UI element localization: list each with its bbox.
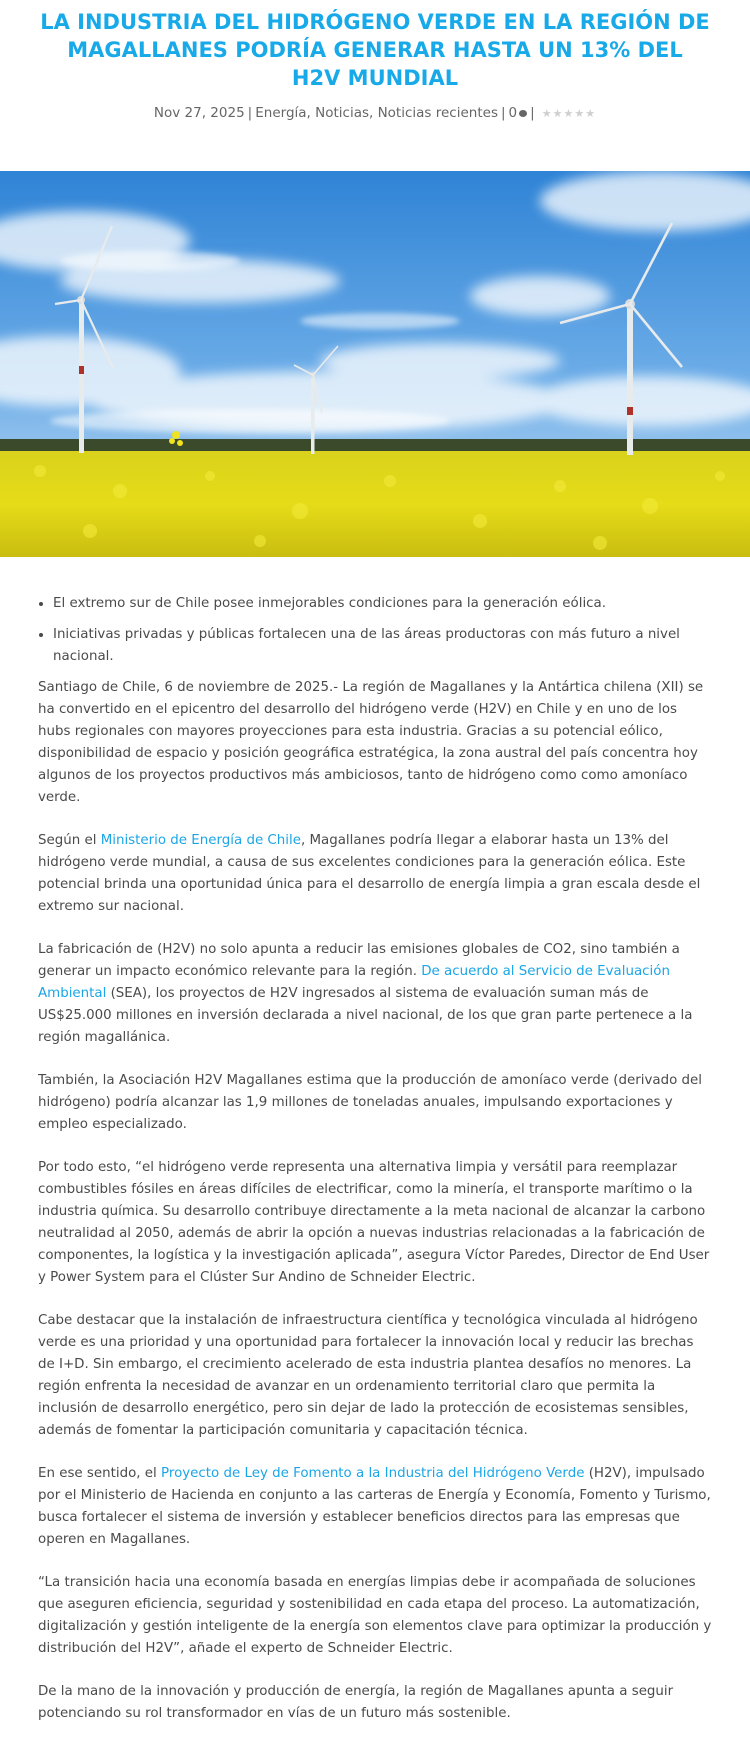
list-item: • Iniciativas privadas y públicas fortalecen una de las áreas productoras con más futuro a nivel nacional. (53, 624, 712, 668)
post-date: Nov 27, 2025 (153, 105, 245, 121)
ministerio-energia-link[interactable]: Ministerio de Energía de Chile (100, 833, 301, 848)
article-header (0, 0, 750, 124)
star-icon: ★ (563, 107, 575, 120)
paragraph: La fabricación de (H2V) no solo apunta a reducir las emisiones globales de CO2, sino también a generar un impacto económico relevante para la región. De acuerdo al Servicio de Evaluación Ambiental (SEA), los proyectos de H2V ingresados al sistema de evaluación suman más de US$25.000 millones en inversión declarada a nivel nacional, de los que gran parte pertenece a la región magallánica. (38, 942, 693, 1045)
sea-link[interactable]: De acuerdo al Servicio de Evaluación Ambiental (38, 964, 670, 1001)
list-item: • El extremo sur de Chile posee inmejorables condiciones para la generación eólica. (53, 593, 712, 615)
comment-icon (519, 110, 527, 117)
paragraph: También, la Asociación H2V Magallanes estima que la producción de amoníaco verde (derivado del hidrógeno) podría alcanzar las 1,9 millones de toneladas anuales, impulsando exportaciones y empleo especializado. (38, 1073, 703, 1132)
paragraph: Santiago de Chile, 6 de noviembre de 2025.- La región de Magallanes y la Antártica chilena (XII) se ha convertido en el epicentro del desarrollo del hidrógeno verde (H2V) en Chile y en uno de los hubs regionales con mayores proyecciones para esta industria. Gracias a su potencial eólico, disponibilidad de espacio y posición geográfica estratégica, la zona austral del país concentra hoy algunos de los proyectos productivos más ambiciosos, tanto de hidrógeno como como amoníaco verde. (38, 680, 704, 805)
paragraph: Por todo esto, “el hidrógeno verde representa una alternativa limpia y versátil para reemplazar combustibles fósiles en áreas difíciles de electrificar, como la minería, el transporte marítimo o la industria química. Su desarrollo contribuye directamente a la meta nacional de alcanzar la carbono neutralidad al 2050, además de abrir la opción a nuevas industrias relacionadas a la fabricación de componentes, la logística y la investigación aplicada”, asegura Víctor Paredes, Director de End User y Power System para el Clúster Sur Andino de Schneider Electric. (38, 1160, 710, 1285)
proyecto-ley-link[interactable]: Proyecto de Ley de Fomento a la Industria del Hidrógeno Verde (161, 1466, 585, 1481)
article-title: LA INDUSTRIA DEL HIDRÓGENO VERDE EN LA REGIÓN DE MAGALLANES PODRÍA GENERAR HASTA UN 13% DEL H2V MUNDIAL (40, 10, 710, 90)
star-rating[interactable] (542, 104, 596, 124)
post-categories[interactable]: Energía, Noticias, Noticias recientes (255, 105, 498, 121)
star-icon: ★ (552, 107, 564, 120)
article-body (38, 593, 712, 1746)
highlights-list (38, 593, 712, 668)
star-icon: ★ (585, 107, 597, 120)
comment-count[interactable]: 0 (508, 105, 518, 121)
post-meta: Nov 27, 2025 | Energía, Noticias, Noticias recientes | 0 | ★★★★★ (40, 103, 710, 124)
paragraph: Según el Ministerio de Energía de Chile, Magallanes podría llegar a elaborar hasta un 13% del hidrógeno verde mundial, a causa de sus excelentes condiciones para la generación eólica. Este potencial brinda una oportunidad única para el desarrollo de energía limpia a gran escala desde el extremo sur nacional. (38, 833, 701, 914)
hero-image (0, 171, 750, 557)
star-icon: ★ (541, 107, 553, 120)
paragraph: De la mano de la innovación y producción de energía, la región de Magallanes apunta a seguir potenciando su rol transformador en vías de un futuro más sostenible. (38, 1684, 674, 1721)
paragraph: Cabe destacar que la instalación de infraestructura científica y tecnológica vinculada al hidrógeno verde es una prioridad y una oportunidad para fortalecer la innovación local y reducir las brechas de I+D. Sin embargo, el crecimiento acelerado de esta industria plantea desafíos no menores. La región enfrenta la necesidad de avanzar en un ordenamiento territorial claro que permita la inclusión de desarrollo energético, pero sin dejar de lado la protección de ecosistemas sensibles, además de fomentar la participación comunitaria y capacitación técnica. (38, 1313, 698, 1438)
star-icon: ★ (574, 107, 586, 120)
paragraph: “La transición hacia una economía basada en energías limpias debe ir acompañada de soluciones que aseguren eficiencia, seguridad y sostenibilidad en cada etapa del proceso. La automatización, digitalización y gestión inteligente de la energía son elementos clave para optimizar la producción y distribución del H2V”, añade el experto de Schneider Electric. (38, 1575, 712, 1656)
paragraph: En ese sentido, el Proyecto de Ley de Fomento a la Industria del Hidrógeno Verde (H2V), impulsado por el Ministerio de Hacienda en conjunto a las carteras de Energía y Economía, Fomento y Turismo, busca fortalecer el sistema de inversión y establecer beneficios directos para las empresas que operen en Magallanes. (38, 1466, 711, 1547)
